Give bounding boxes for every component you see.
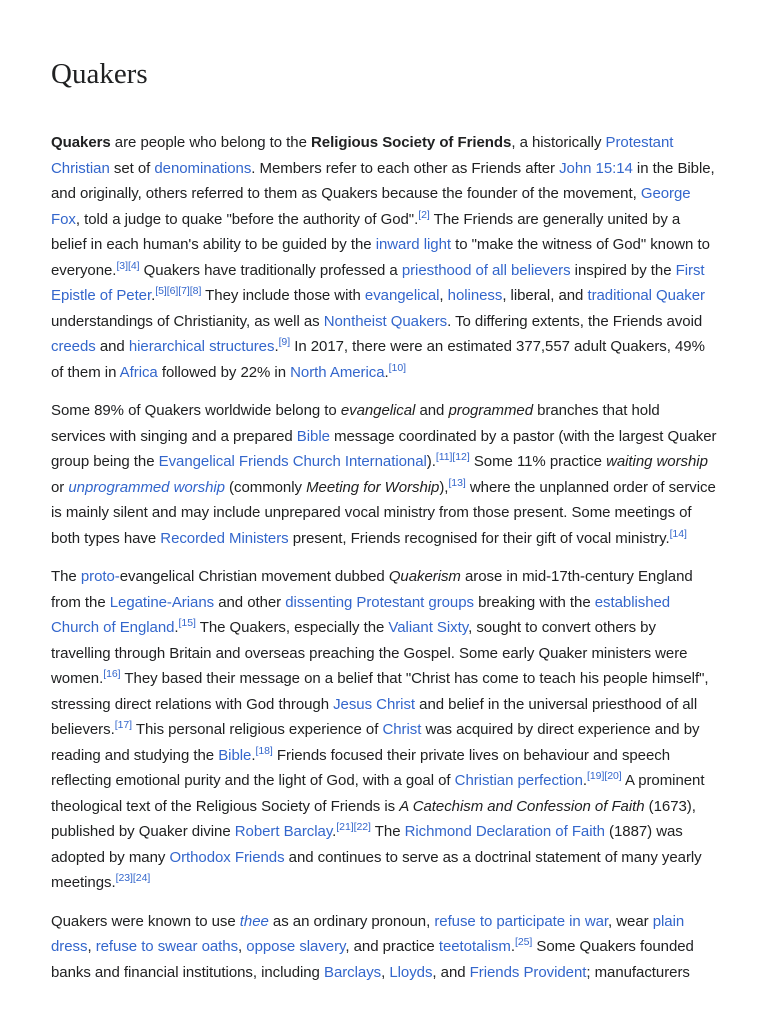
text-run: in the Bible, and originally, others referred to them as Quakers because the founder of the movement, — [51, 159, 715, 202]
text-run: arose in mid-17th-century England from the — [51, 568, 693, 611]
wiki-link[interactable]: Orthodox Friends — [169, 848, 285, 866]
citation-link[interactable]: [25] — [514, 936, 533, 948]
text-run: , liberal, and — [502, 287, 588, 304]
wiki-link[interactable]: priesthood of all believers — [401, 261, 571, 279]
paragraph — [51, 130, 717, 385]
citation-link[interactable]: [14] — [669, 527, 687, 540]
text-run: , wear — [608, 912, 653, 930]
text-run: . — [251, 746, 256, 764]
citation-link[interactable]: [2] — [418, 208, 430, 221]
page-title: Quakers — [51, 58, 148, 90]
text-run: In 2017, there were an estimated 377,557 adult Quakers, 49% of them in — [51, 338, 705, 381]
text-run: ). — [426, 453, 436, 470]
text-run: . — [510, 938, 515, 955]
text-run: The — [370, 823, 405, 840]
text-run: They based their message on a belief that "Christ has come to teach his people himself", stressing direct relations with God through — [51, 670, 709, 713]
article-body — [51, 130, 717, 985]
wiki-link[interactable]: refuse to participate in war — [434, 912, 609, 930]
citation-link[interactable]: [13] — [448, 476, 466, 489]
wiki-link[interactable]: Bible — [218, 746, 252, 764]
text-run: breaking with the — [473, 593, 595, 611]
wiki-link[interactable]: Valiant Sixty — [388, 619, 469, 636]
wiki-link[interactable]: oppose slavery — [246, 938, 346, 955]
italic-term: Meeting for Worship — [306, 478, 440, 496]
text-run: Friends focused their private lives on behaviour and speech reflecting emotional purity and the light of God, with a goal of — [51, 746, 671, 789]
text-run: and — [95, 338, 129, 355]
wiki-link[interactable]: inward light — [375, 236, 451, 253]
text-run: . — [151, 287, 156, 304]
text-run: ; manufacturers — [586, 963, 690, 981]
text-run: set of — [109, 159, 155, 177]
wiki-link[interactable]: Africa — [119, 363, 158, 381]
wiki-link[interactable]: evangelical — [364, 287, 440, 304]
text-run: Some 89% of Quakers worldwide belong to — [51, 402, 341, 419]
text-run: Quakers were known to use — [51, 912, 240, 930]
text-run: , told a judge to quake "before the authority of God". — [75, 210, 419, 228]
text-run: message coordinated by a pastor (with the largest Quaker group being the — [51, 427, 717, 470]
paragraph — [51, 564, 717, 896]
text-run: . — [174, 619, 179, 636]
wiki-link[interactable]: Nontheist Quakers — [323, 312, 448, 330]
text-run: and — [415, 402, 449, 419]
text-run: . Members refer to each other as Friends after — [251, 159, 560, 177]
wiki-link[interactable]: Recorded Ministers — [160, 529, 289, 547]
text-run: present, Friends recognised for their gift of vocal ministry. — [288, 529, 670, 547]
italic-term: evangelical — [340, 402, 416, 419]
wiki-link[interactable]: North America — [290, 363, 385, 381]
wiki-link[interactable]: Bible — [296, 427, 330, 445]
wiki-link[interactable]: denominations — [154, 159, 252, 177]
text-run: The — [51, 568, 81, 585]
wiki-link[interactable]: established Church of England — [51, 593, 671, 636]
citation-link[interactable]: [11][12] — [435, 451, 470, 463]
wiki-link[interactable]: creeds — [51, 338, 96, 355]
text-run: , a historically — [511, 134, 606, 151]
wiki-link[interactable]: Protestant Christian — [51, 134, 674, 177]
text-run: , — [439, 287, 448, 304]
text-run: . — [274, 338, 279, 355]
wiki-link[interactable]: Barclays — [323, 963, 382, 981]
text-run: and belief in the universal priesthood of all believers. — [51, 695, 698, 738]
text-run: They include those with — [201, 287, 365, 304]
wiki-link[interactable]: Robert Barclay — [234, 823, 333, 840]
text-run: , sought to convert others by travelling through Britain and overseas preaching the Gospel. Some early Quaker ministers were women. — [51, 619, 688, 687]
wiki-link[interactable]: proto- — [80, 568, 120, 585]
text-run: evangelical Christian movement dubbed — [119, 568, 389, 585]
text-run: Quakers have traditionally professed a — [139, 261, 402, 279]
text-run: inspired by the — [570, 261, 676, 279]
wiki-link[interactable]: teetotalism — [438, 938, 511, 955]
text-run: followed by 22% in — [157, 363, 291, 381]
wiki-link[interactable]: traditional Quaker — [587, 287, 705, 304]
wiki-link[interactable]: hierarchical structures — [128, 338, 275, 355]
text-run: understandings of Christianity, as well as — [51, 312, 324, 330]
text-run: , — [87, 938, 96, 955]
citation-link[interactable]: [3][4] — [116, 259, 140, 272]
wiki-link[interactable]: Christ — [382, 721, 422, 738]
text-run: or — [51, 478, 69, 496]
text-run: and other — [214, 593, 286, 611]
citation-link[interactable]: [23][24] — [115, 872, 151, 884]
text-run: This personal religious experience of — [132, 721, 383, 738]
wiki-link[interactable]: thee — [239, 912, 269, 930]
wiki-link[interactable]: unprogrammed worship — [68, 478, 225, 496]
citation-link[interactable]: [9] — [278, 336, 291, 348]
paragraph — [51, 909, 717, 986]
paragraph — [51, 398, 717, 551]
citation-link[interactable]: [10] — [388, 361, 406, 374]
text-run: , — [381, 963, 390, 981]
text-run: , and — [432, 963, 470, 981]
text-run: branches that hold services with singing and a prepared — [51, 402, 660, 445]
italic-term: A Catechism and Confession of Faith — [399, 797, 645, 815]
italic-term: waiting worship — [606, 453, 708, 470]
citation-link[interactable]: [18] — [255, 744, 273, 757]
text-run: to "make the witness of God" known to everyone. — [51, 236, 710, 279]
citation-link[interactable]: [15] — [178, 617, 196, 629]
italic-term: Quakerism — [388, 568, 461, 585]
text-run: The Friends are generally united by a belief in each human's ability to be guided by the — [51, 210, 681, 253]
text-run: ), — [439, 478, 449, 496]
bold-term: Quakers — [51, 134, 111, 151]
citation-link[interactable]: [16] — [103, 668, 121, 680]
text-run: The Quakers, especially the — [195, 619, 389, 636]
citation-link[interactable]: [19][20] — [587, 770, 622, 782]
italic-term: programmed — [448, 402, 534, 419]
text-run: , and practice — [345, 938, 439, 955]
wiki-link[interactable]: Christian perfection — [454, 772, 583, 789]
wiki-link[interactable]: Richmond Declaration of Faith — [404, 823, 605, 840]
citation-link[interactable]: [5][6][7][8] — [155, 285, 202, 297]
wiki-link[interactable]: Lloyds — [389, 963, 433, 981]
wiki-link[interactable]: George Fox — [51, 185, 691, 228]
text-run: (1887) was adopted by many — [51, 823, 683, 866]
wiki-link[interactable]: Friends Provident — [469, 963, 587, 981]
text-run: are people who belong to the — [110, 134, 312, 151]
wiki-link[interactable]: refuse to swear oaths — [95, 938, 239, 955]
text-run: Some Quakers founded banks and financial institutions, including — [51, 938, 694, 981]
text-run: was acquired by direct experience and by reading and studying the — [51, 721, 700, 764]
wiki-link[interactable]: plain dress — [51, 912, 685, 955]
citation-link[interactable]: [17] — [114, 719, 133, 731]
text-run: . — [332, 823, 337, 840]
text-run: A prominent theological text of the Religious Society of Friends is — [51, 772, 705, 815]
wiki-link[interactable]: dissenting Protestant groups — [285, 593, 474, 611]
text-run: (commonly — [224, 478, 307, 496]
text-run: . — [384, 363, 389, 381]
wiki-link[interactable]: Jesus Christ — [333, 695, 416, 713]
wiki-link[interactable]: John 15:14 — [559, 159, 633, 177]
text-run: and continues to serve as a doctrinal statement of many yearly meetings. — [51, 848, 702, 891]
text-run: (1673), published by Quaker divine — [51, 797, 696, 840]
text-run: , — [238, 938, 247, 955]
wiki-link[interactable]: Legatine-Arians — [109, 593, 215, 611]
bold-term: Religious Society of Friends — [311, 134, 512, 151]
wiki-link[interactable]: First Epistle of Peter — [51, 261, 705, 304]
text-run: Some 11% practice — [469, 453, 607, 470]
text-run: . To differing extents, the Friends avoid — [447, 312, 703, 330]
text-run: where the unplanned order of service is mainly silent and may include unprepared vocal ministry from those present. Some meetings of both types have — [51, 478, 716, 547]
text-run: . — [582, 772, 588, 789]
text-run: as an ordinary pronoun, — [268, 912, 435, 930]
wiki-link[interactable]: holiness — [447, 287, 503, 304]
citation-link[interactable]: [21][22] — [336, 821, 371, 833]
wiki-link[interactable]: Evangelical Friends Church International — [158, 453, 427, 470]
